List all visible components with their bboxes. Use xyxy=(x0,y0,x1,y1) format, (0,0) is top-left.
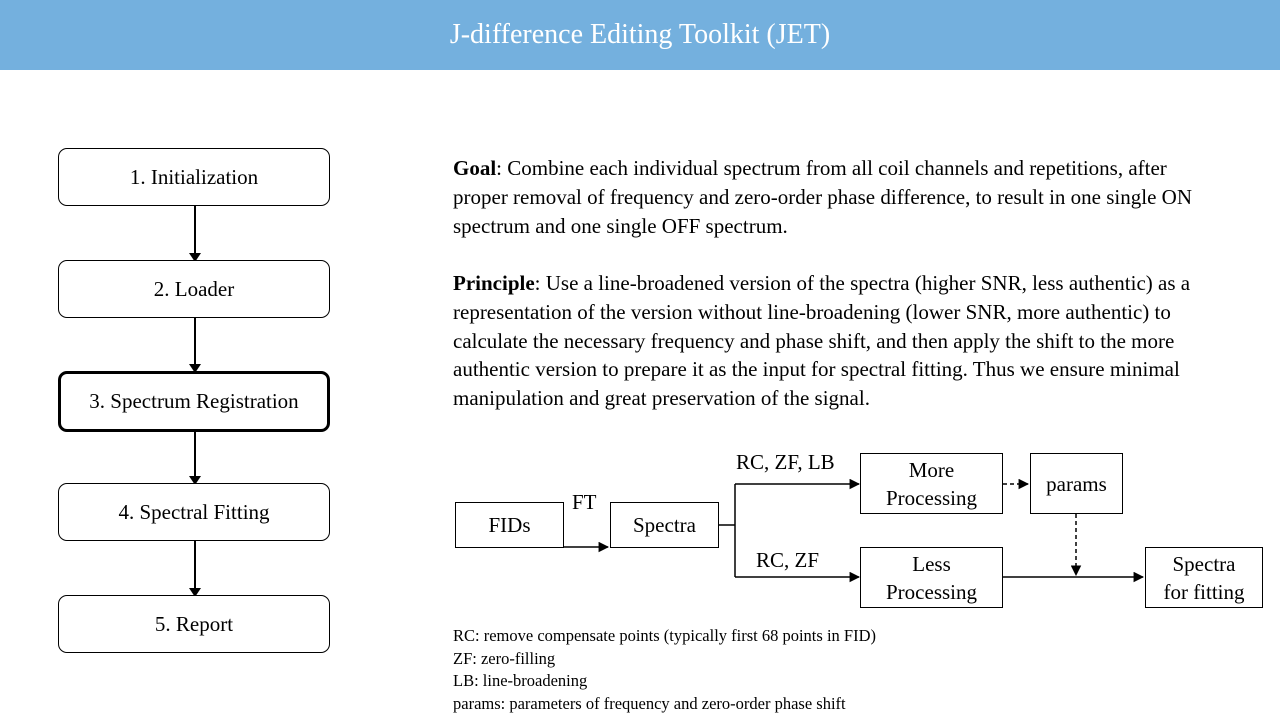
principle-text: : Use a line-broadened version of the spectra (higher SNR, less authentic) as a representation of the version without line-broadening (lower SNR, more authentic) to calculate the necessary frequency and phase shift, and then apply the shift to the more authentic version to prepare it as the input for spectral fitting. Thus we ensure minimal manipulation and great preservation of the signal. xyxy=(453,271,1191,411)
fids-label: FIDs xyxy=(488,513,531,537)
spectra-label: Spectra xyxy=(633,513,696,537)
spectra-box xyxy=(610,502,719,548)
page-title: J-difference Editing Toolkit (JET) xyxy=(449,19,831,50)
step-label: 1. Initialization xyxy=(129,164,259,189)
params-box xyxy=(1030,453,1123,514)
legend-item: RC: remove compensate points (typically first 68 points in FID) xyxy=(453,626,876,645)
fids-box xyxy=(455,502,564,548)
spectra-for-fitting-line2: for fitting xyxy=(1163,579,1245,604)
spectra-for-fitting-line1: Spectra xyxy=(1172,551,1236,576)
step-label: 4. Spectral Fitting xyxy=(118,499,270,524)
step-label: 5. Report xyxy=(154,611,234,636)
step-label: 2. Loader xyxy=(153,276,235,301)
step-label: 3. Spectrum Registration xyxy=(89,389,299,413)
more-processing-line1: More xyxy=(908,457,955,482)
legend-item: LB: line-broadening xyxy=(453,671,588,690)
less-processing-line1: Less xyxy=(912,551,951,576)
more-processing-box xyxy=(860,453,1003,514)
goal-text: : Combine each individual spectrum from all coil channels and repetitions, after proper removal of frequency and zero-order phase difference, to result in one single ON spectrum and one single OFF spectrum. xyxy=(453,156,1192,238)
params-label: params xyxy=(1046,471,1107,496)
spectra-for-fitting-box xyxy=(1145,547,1263,608)
goal-heading: Goal xyxy=(453,156,497,180)
lower-branch-label: RC, ZF xyxy=(756,548,820,572)
upper-branch-label: RC, ZF, LB xyxy=(736,450,835,474)
legend-item: params: parameters of frequency and zero-order phase shift xyxy=(453,693,846,713)
less-processing-box xyxy=(860,547,1003,608)
principle-heading: Principle xyxy=(453,271,535,295)
abbreviation-legend xyxy=(453,625,876,715)
less-processing-line2: Processing xyxy=(886,579,977,604)
ft-label: FT xyxy=(572,490,597,514)
more-processing-line2: Processing xyxy=(886,485,977,510)
legend-item: ZF: zero-filling xyxy=(453,648,556,668)
